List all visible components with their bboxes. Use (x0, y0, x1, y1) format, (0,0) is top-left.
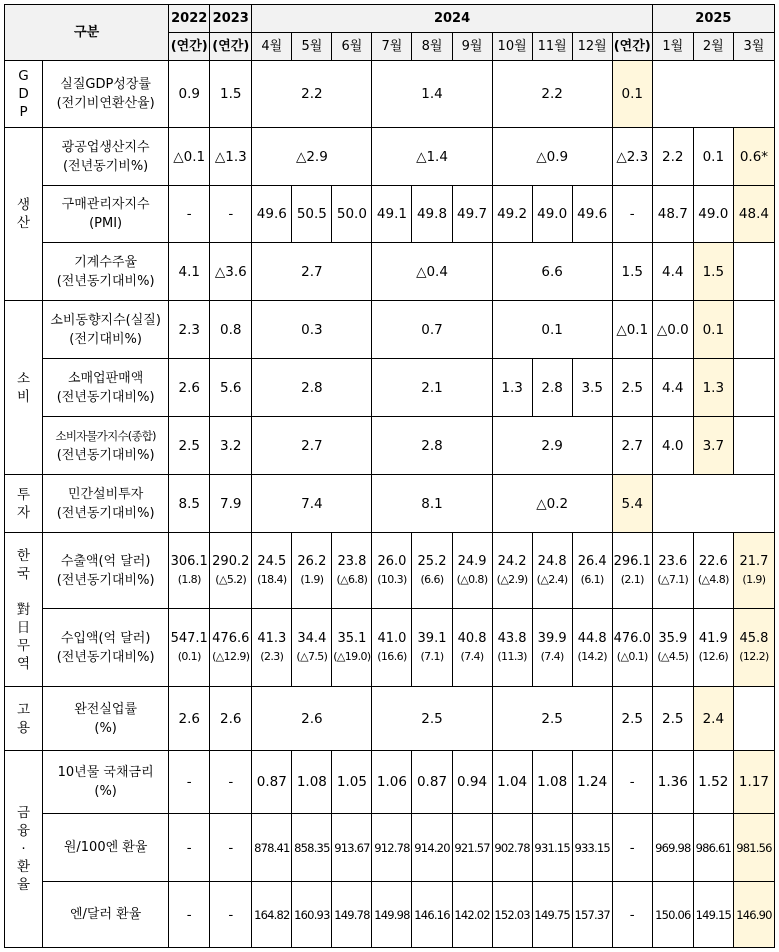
cell: - (612, 186, 652, 243)
cell: - (169, 186, 210, 243)
cell: 1.52 (693, 751, 733, 814)
cell: 142.02 (452, 882, 492, 948)
cell-empty (652, 61, 774, 128)
cell: 2.5 (652, 687, 693, 751)
cell: △1.4 (372, 128, 492, 186)
header-month: 12월 (572, 33, 612, 61)
cell: 3.7 (693, 417, 733, 475)
cell-empty (733, 417, 774, 475)
cell: 50.5 (292, 186, 332, 243)
cell: 49.2 (492, 186, 532, 243)
cell: 0.1 (492, 301, 612, 359)
cell: 878.41 (252, 814, 292, 882)
cell: 2.9 (492, 417, 612, 475)
header-category: 구분 (5, 5, 169, 61)
cell: 48.7 (652, 186, 693, 243)
cell: 35.9 (△4.5) (652, 609, 693, 687)
cell: 1.3 (693, 359, 733, 417)
indicator-label: 엔/달러 환율 (43, 882, 169, 948)
cell: 22.6 (△4.8) (693, 533, 733, 609)
cell: 2.8 (372, 417, 492, 475)
cell: - (210, 751, 252, 814)
indicator-label: 수출액(억 달러) (전년동기대비%) (43, 533, 169, 609)
cell: 290.2 (△5.2) (210, 533, 252, 609)
cell: △1.3 (210, 128, 252, 186)
cell: 0.1 (693, 128, 733, 186)
cell: 2.3 (169, 301, 210, 359)
header-month: 4월 (252, 33, 292, 61)
header-month: 3월 (733, 33, 774, 61)
cell: 2.7 (612, 417, 652, 475)
cell: 23.6 (△7.1) (652, 533, 693, 609)
cell: 48.4 (733, 186, 774, 243)
group-finance: 금 융 · 환 율 (5, 751, 43, 948)
cell: 39.9 (7.4) (532, 609, 572, 687)
cell: 0.6* (733, 128, 774, 186)
indicator-label: 10년물 국채금리 (%) (43, 751, 169, 814)
cell: △0.1 (169, 128, 210, 186)
cell: 2.7 (252, 243, 372, 301)
row-pmi (5, 186, 775, 243)
cell: - (169, 751, 210, 814)
cell: 6.6 (492, 243, 612, 301)
cell: - (612, 882, 652, 948)
cell: 24.9 (△0.8) (452, 533, 492, 609)
cell: 0.8 (210, 301, 252, 359)
cell: 2.7 (252, 417, 372, 475)
indicator-label: 수입액(억 달러) (전년동기대비%) (43, 609, 169, 687)
cell: 24.2 (△2.9) (492, 533, 532, 609)
cell: 0.87 (412, 751, 452, 814)
economic-indicators-table (4, 4, 775, 948)
cell: 306.1 (1.8) (169, 533, 210, 609)
cell: 2.1 (372, 359, 492, 417)
cell: 969.98 (652, 814, 693, 882)
cell: △0.2 (492, 475, 612, 533)
header-annual-2024: (연간) (612, 33, 652, 61)
cell: 8.1 (372, 475, 492, 533)
cell: - (169, 882, 210, 948)
cell: 2.5 (612, 687, 652, 751)
cell: - (210, 814, 252, 882)
cell: 4.4 (652, 359, 693, 417)
cell: 1.36 (652, 751, 693, 814)
group-gdp: G D P (5, 61, 43, 128)
cell: △0.0 (652, 301, 693, 359)
row-imports (5, 609, 775, 687)
row-capex (5, 475, 775, 533)
group-production: 생 산 (5, 128, 43, 301)
cell: 1.5 (693, 243, 733, 301)
header-year-2024: 2024 (252, 5, 652, 33)
cell: 2.6 (169, 687, 210, 751)
header-month: 8월 (412, 33, 452, 61)
cell: 25.2 (6.6) (412, 533, 452, 609)
cell: 986.61 (693, 814, 733, 882)
cell: 2.5 (169, 417, 210, 475)
cell: △2.9 (252, 128, 372, 186)
header-month: 9월 (452, 33, 492, 61)
indicator-label: 광공업생산지수 (전년동기비%) (43, 128, 169, 186)
cell: 7.4 (252, 475, 372, 533)
indicator-label: 구매관리자지수 (PMI) (43, 186, 169, 243)
cell: 1.04 (492, 751, 532, 814)
cell: 149.15 (693, 882, 733, 948)
header-month: 5월 (292, 33, 332, 61)
header-row-years (5, 5, 775, 33)
cell: 296.1 (2.1) (612, 533, 652, 609)
cell: 149.98 (372, 882, 412, 948)
cell: 2.5 (612, 359, 652, 417)
cell: 858.35 (292, 814, 332, 882)
cell: 0.9 (169, 61, 210, 128)
cell-empty (652, 475, 774, 533)
cell: 21.7 (1.9) (733, 533, 774, 609)
cell: 4.1 (169, 243, 210, 301)
cell: 2.6 (210, 687, 252, 751)
cell: 547.1 (0.1) (169, 609, 210, 687)
indicator-label: 소매업판매액 (전년동기대비%) (43, 359, 169, 417)
cell: △3.6 (210, 243, 252, 301)
cell: 41.3 (2.3) (252, 609, 292, 687)
cell: 49.6 (572, 186, 612, 243)
cell: 40.8 (7.4) (452, 609, 492, 687)
row-retail-sales (5, 359, 775, 417)
cell: 981.56 (733, 814, 774, 882)
cell: 43.8 (11.3) (492, 609, 532, 687)
indicator-label: 실질GDP성장률 (전기비연환산율) (43, 61, 169, 128)
cell: 49.0 (532, 186, 572, 243)
cell: 149.78 (332, 882, 372, 948)
row-unemployment (5, 687, 775, 751)
indicator-label: 완전실업률 (%) (43, 687, 169, 751)
cell: 2.2 (652, 128, 693, 186)
cell: 1.08 (292, 751, 332, 814)
row-machine-orders (5, 243, 775, 301)
cell: 49.6 (252, 186, 292, 243)
row-consumption-sentiment (5, 301, 775, 359)
cell: 146.90 (733, 882, 774, 948)
cell: 0.1 (693, 301, 733, 359)
header-month: 1월 (652, 33, 693, 61)
cell: 39.1 (7.1) (412, 609, 452, 687)
cell: 152.03 (492, 882, 532, 948)
cell: 49.1 (372, 186, 412, 243)
cell: 146.16 (412, 882, 452, 948)
row-ipi (5, 128, 775, 186)
cell: 3.5 (572, 359, 612, 417)
header-year-2025: 2025 (652, 5, 774, 33)
group-consumption: 소 비 (5, 301, 43, 475)
cell: 2.2 (492, 61, 612, 128)
cell: - (612, 751, 652, 814)
cell: 1.5 (612, 243, 652, 301)
cell: 0.87 (252, 751, 292, 814)
cell: 4.4 (652, 243, 693, 301)
cell: 50.0 (332, 186, 372, 243)
cell: 1.4 (372, 61, 492, 128)
cell: 49.0 (693, 186, 733, 243)
cell: 8.5 (169, 475, 210, 533)
row-bond-yield (5, 751, 775, 814)
cell: 902.78 (492, 814, 532, 882)
cell: 0.1 (612, 61, 652, 128)
indicator-label: 소비동향지수(실질) (전기대비%) (43, 301, 169, 359)
row-yen-dollar (5, 882, 775, 948)
cell: 49.7 (452, 186, 492, 243)
group-trade: 한 국 對 日 무 역 (5, 533, 43, 687)
cell: 26.4 (6.1) (572, 533, 612, 609)
cell: 3.2 (210, 417, 252, 475)
cell-empty (733, 687, 774, 751)
group-employment: 고 용 (5, 687, 43, 751)
cell-empty (733, 243, 774, 301)
cell: 7.9 (210, 475, 252, 533)
cell: 2.6 (169, 359, 210, 417)
cell: 2.8 (532, 359, 572, 417)
cell: 1.17 (733, 751, 774, 814)
indicator-label: 기계수주율 (전년동기대비%) (43, 243, 169, 301)
cell: 45.8 (12.2) (733, 609, 774, 687)
cell: 2.5 (492, 687, 612, 751)
cell: 914.20 (412, 814, 452, 882)
cell: 34.4 (△7.5) (292, 609, 332, 687)
cell: 912.78 (372, 814, 412, 882)
cell: 5.4 (612, 475, 652, 533)
cell: 2.6 (252, 687, 372, 751)
row-gdp (5, 61, 775, 128)
cell: 2.2 (252, 61, 372, 128)
cell: 164.82 (252, 882, 292, 948)
cell-empty (733, 301, 774, 359)
header-month: 10월 (492, 33, 532, 61)
cell: 160.93 (292, 882, 332, 948)
cell: △2.3 (612, 128, 652, 186)
cell: 1.05 (332, 751, 372, 814)
cell: 44.8 (14.2) (572, 609, 612, 687)
cell: - (210, 882, 252, 948)
cell: 26.2 (1.9) (292, 533, 332, 609)
cell: 913.67 (332, 814, 372, 882)
cell: 1.5 (210, 61, 252, 128)
row-exports (5, 533, 775, 609)
cell: △0.4 (372, 243, 492, 301)
cell: 24.5 (18.4) (252, 533, 292, 609)
cell: 157.37 (572, 882, 612, 948)
cell: △0.9 (492, 128, 612, 186)
cell: - (169, 814, 210, 882)
indicator-label: 민간설비투자 (전년동기대비%) (43, 475, 169, 533)
indicator-label: 소비자물가지수(종합) (전년동기대비%) (43, 417, 169, 475)
cell: 933.15 (572, 814, 612, 882)
cell: 2.8 (252, 359, 372, 417)
group-investment: 투 자 (5, 475, 43, 533)
cell: 0.3 (252, 301, 372, 359)
cell: 1.24 (572, 751, 612, 814)
cell: 476.0 (△0.1) (612, 609, 652, 687)
cell: 26.0 (10.3) (372, 533, 412, 609)
cell: 0.94 (452, 751, 492, 814)
header-month: 2월 (693, 33, 733, 61)
cell: 1.3 (492, 359, 532, 417)
cell: 0.7 (372, 301, 492, 359)
header-month: 11월 (532, 33, 572, 61)
cell: - (210, 186, 252, 243)
cell: 921.57 (452, 814, 492, 882)
cell: 1.06 (372, 751, 412, 814)
cell: 476.6 (△12.9) (210, 609, 252, 687)
cell: 24.8 (△2.4) (532, 533, 572, 609)
header-month: 7월 (372, 33, 412, 61)
cell: 23.8 (△6.8) (332, 533, 372, 609)
header-annual-2022: (연간) (169, 33, 210, 61)
cell: 150.06 (652, 882, 693, 948)
header-annual-2023: (연간) (210, 33, 252, 61)
cell: 49.8 (412, 186, 452, 243)
cell: 2.5 (372, 687, 492, 751)
header-year-2023: 2023 (210, 5, 252, 33)
cell: 41.0 (16.6) (372, 609, 412, 687)
cell: 41.9 (12.6) (693, 609, 733, 687)
cell: - (612, 814, 652, 882)
cell: 5.6 (210, 359, 252, 417)
header-year-2022: 2022 (169, 5, 210, 33)
cell: 1.08 (532, 751, 572, 814)
row-won-yen (5, 814, 775, 882)
indicator-label: 원/100엔 환율 (43, 814, 169, 882)
cell: 2.4 (693, 687, 733, 751)
header-month: 6월 (332, 33, 372, 61)
cell: 4.0 (652, 417, 693, 475)
cell: 149.75 (532, 882, 572, 948)
row-cpi (5, 417, 775, 475)
cell: 931.15 (532, 814, 572, 882)
cell: 35.1 (△19.0) (332, 609, 372, 687)
cell: △0.1 (612, 301, 652, 359)
cell-empty (733, 359, 774, 417)
